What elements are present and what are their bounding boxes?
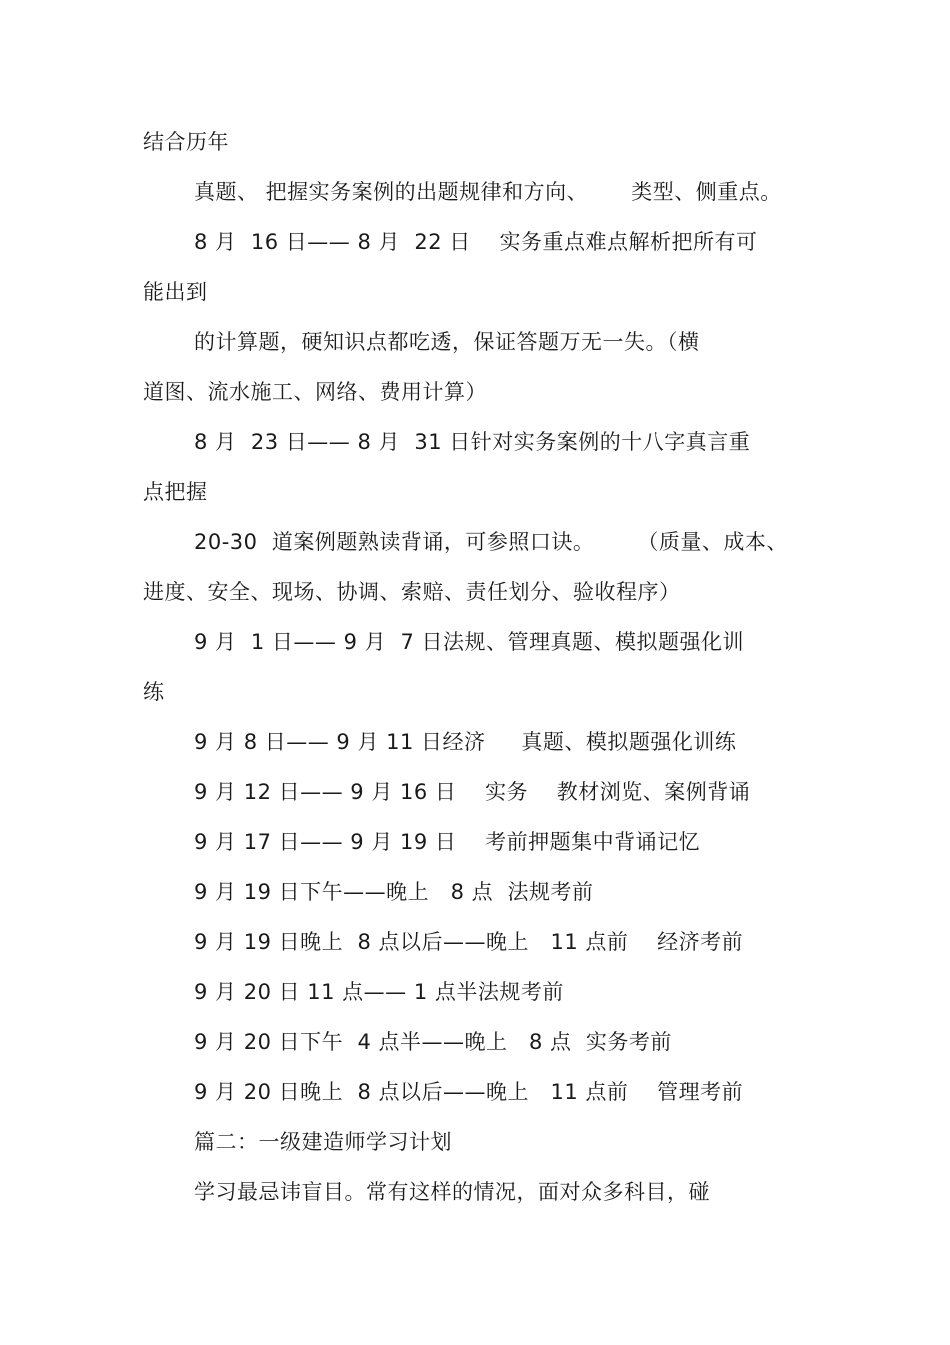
text-line: 9 月 8 日—— 9 月 11 日经济 真题、模拟题强化训练 (194, 730, 737, 754)
text-line: 9 月 20 日晚上 8 点以后——晚上 11 点前 管理考前 (194, 1080, 744, 1104)
text-line: 9 月 20 日 11 点—— 1 点半法规考前 (194, 980, 564, 1004)
text-line: 结合历年 (143, 130, 229, 154)
text-line: 9 月 19 日晚上 8 点以后——晚上 11 点前 经济考前 (194, 930, 744, 954)
text-line: 学习最忌讳盲目。常有这样的情况，面对众多科目，碰 (194, 1180, 710, 1204)
text-line: 真题、 把握实务案例的出题规律和方向、 类型、侧重点。 (194, 180, 782, 204)
text-line: 的计算题，硬知识点都吃透，保证答题万无一失。（横 (194, 330, 700, 354)
section-heading: 篇二：一级建造师学习计划 (194, 1130, 452, 1154)
text-line: 9 月 20 日下午 4 点半——晚上 8 点 实务考前 (194, 1030, 672, 1054)
text-line: 9 月 17 日—— 9 月 19 日 考前押题集中背诵记忆 (194, 830, 701, 854)
text-line: 能出到 (143, 280, 208, 304)
text-line: 8 月 23 日—— 8 月 31 日针对实务案例的十八字真言重 (194, 430, 751, 454)
text-line: 9 月 12 日—— 9 月 16 日 实务 教材浏览、案例背诵 (194, 780, 751, 804)
text-line: 9 月 1 日—— 9 月 7 日法规、管理真题、模拟题强化训 (194, 630, 745, 654)
text-line: 点把握 (143, 480, 208, 504)
text-line: 道图、流水施工、网络、费用计算） (143, 380, 487, 404)
text-line: 20-30 道案例题熟读背诵，可参照口诀。 （质量、成本、 (194, 530, 788, 554)
text-line: 练 (143, 680, 165, 704)
text-line: 9 月 19 日下午——晚上 8 点 法规考前 (194, 880, 594, 904)
text-line: 进度、安全、现场、协调、索赔、责任划分、验收程序） (143, 580, 681, 604)
text-line: 8 月 16 日—— 8 月 22 日 实务重点难点解析把所有可 (194, 230, 758, 254)
